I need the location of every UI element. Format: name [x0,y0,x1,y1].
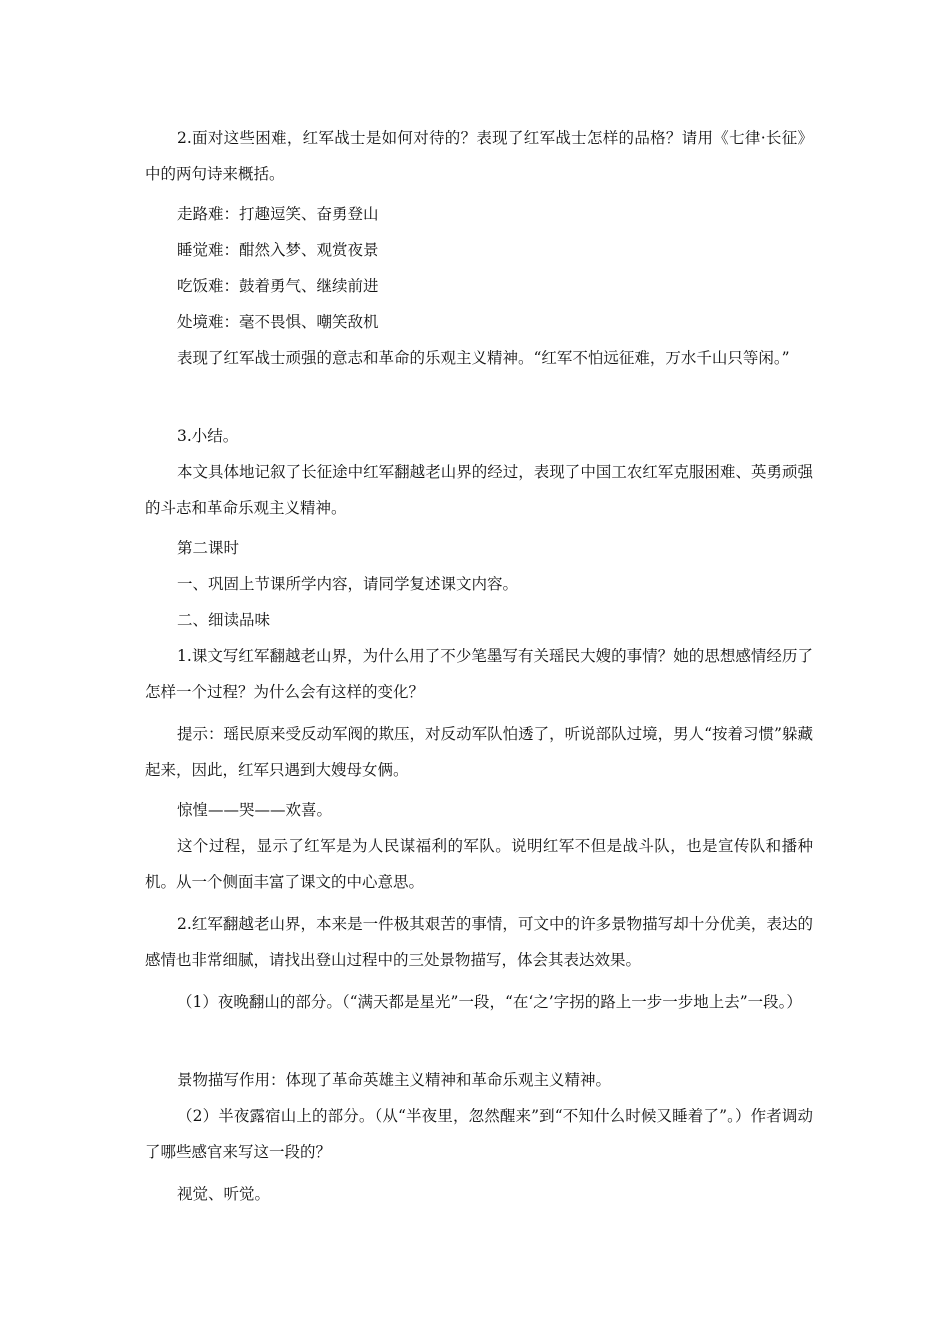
paragraph-scenery-effect: 景物描写作用：体现了革命英雄主义精神和革命乐观主义精神。 [177,1071,612,1089]
paragraph-eating-difficulty: 吃饭难：鼓着勇气、继续前进 [177,277,379,295]
paragraph-midnight-camp: （2）半夜露宿山上的部分。（从“半夜里，忽然醒来”到“不知什么时候又睡着了”。）作者调动了哪些感官来写这一段的？ [145,1107,813,1161]
paragraph-situation-difficulty: 处境难：毫不畏惧、嘲笑敌机 [177,313,379,331]
paragraph-question-2: 2.面对这些困难，红军战士是如何对待的？表现了红军战士怎样的品格？请用《七律·长征》中的两句诗来概括。 [145,129,813,183]
paragraph-question-scenery: 2.红军翻越老山界，本来是一件极其艰苦的事情，可文中的许多景物描写却十分优美，表达的感情也非常细腻，请找出登山过程中的三处景物描写，体会其表达效果。 [145,915,813,969]
paragraph-hint: 提示：瑶民原来受反动军阀的欺压，对反动军队怕透了，听说部队过境，男人“按着习惯”躲藏起来，因此，红军只遇到大嫂母女俩。 [145,725,813,779]
paragraph-walking-difficulty: 走路难：打趣逗笑、奋勇登山 [177,205,379,223]
paragraph-close-reading-heading: 二、细读品味 [177,611,271,629]
paragraph-conclusion-heading: 3.小结。 [177,427,239,445]
paragraph-night-climb: （1）夜晚翻山的部分。（“满天都是星光”一段，“在‘之’字拐的路上一步一步地上去”一段。） [177,993,802,1011]
paragraph-spirit-summary: 表现了红军战士顽强的意志和革命的乐观主义精神。“红军不怕远征难，万水千山只等闲。” [177,349,790,367]
paragraph-senses: 视觉、听觉。 [177,1185,271,1203]
paragraph-review: 一、巩固上节课所学内容，请同学复述课文内容。 [177,575,519,593]
paragraph-conclusion-body: 本文具体地记叙了长征途中红军翻越老山界的经过，表现了中国工农红军克服困难、英勇顽强的斗志和革命乐观主义精神。 [145,463,813,517]
paragraph-question-yao-woman: 1.课文写红军翻越老山界，为什么用了不少笔墨写有关瑶民大嫂的事情？她的思想感情经历了怎样一个过程？为什么会有这样的变化？ [145,647,813,701]
paragraph-emotion-change: 惊惶——哭——欢喜。 [177,801,333,819]
paragraph-second-lesson-heading: 第二课时 [177,539,240,557]
paragraph-sleeping-difficulty: 睡觉难：酣然入梦、观赏夜景 [177,241,379,259]
paragraph-army-explanation: 这个过程，显示了红军是为人民谋福利的军队。说明红军不但是战斗队，也是宣传队和播种机。从一个侧面丰富了课文的中心意思。 [145,837,813,891]
